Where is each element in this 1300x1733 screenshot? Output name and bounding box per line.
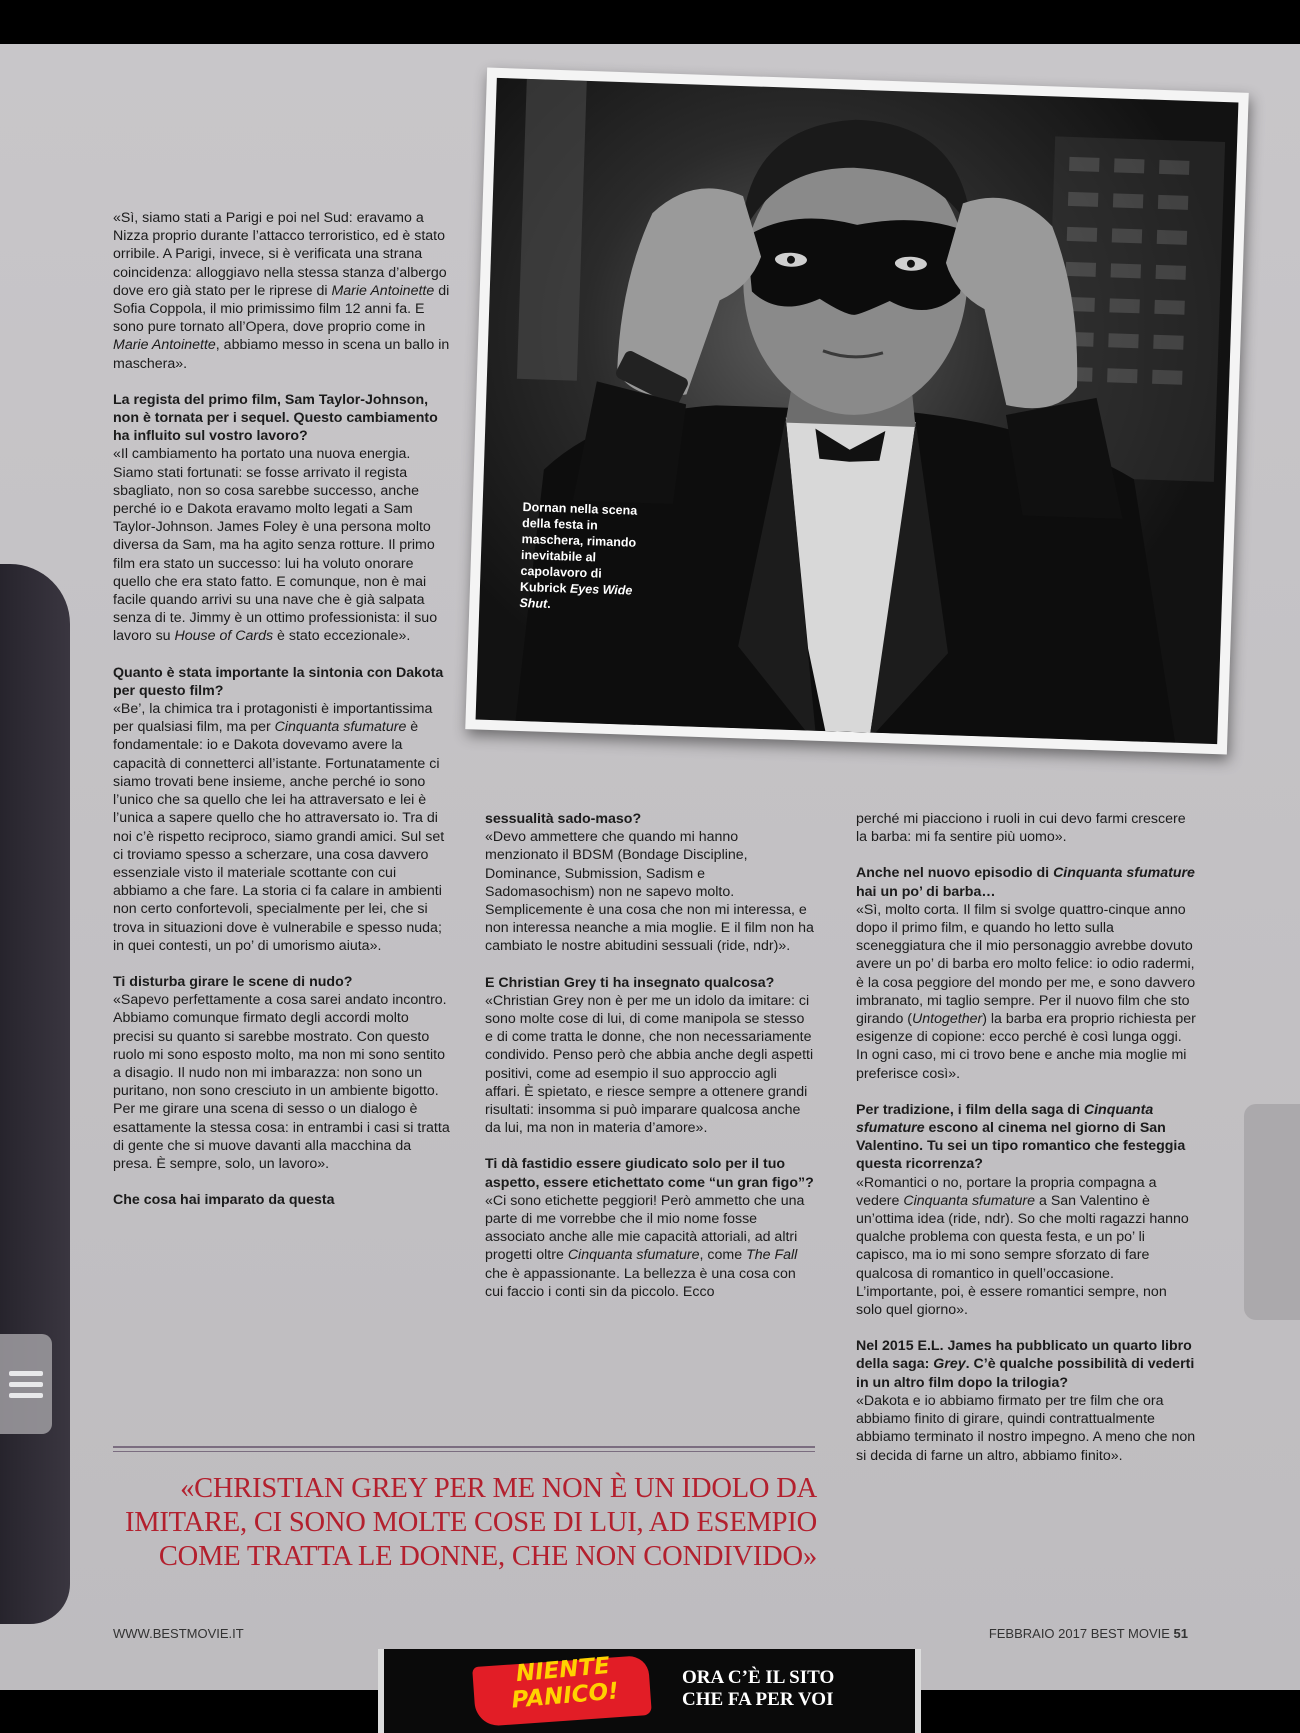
banner-logo: NIENTE PANICO! xyxy=(510,1652,620,1714)
next-page-tab[interactable] xyxy=(1244,1104,1300,1320)
question-nude-scenes: Ti disturba girare le scene di nudo? xyxy=(113,973,353,990)
pull-quote-rule xyxy=(113,1446,815,1452)
page-number: 51 xyxy=(1173,1626,1188,1641)
answer-dakota: «Be’, la chimica tra i protagonisti è importantissima per qualsiasi film, ma per Cinquanta sfumature è fondamentale: io e Dakota dovevamo avere la capacità di connetterci all’istante. Fortunatamente ci siamo trovati bene insieme, anche perché io sono l’unico che sa quello che lei ha attraversato e lei è l’unica a sapere quello che ho attraversato io. Tra di noi c’è rispetto reciproco, siamo grandi amici. Sul set ci troviamo spesso a scherzare, una cosa davvero essenziale visto il materiale scottante con cui abbiamo a che fare. La storia ci fa calare in ambienti non certo confortevoli, specialmente per lei, che si trova in situazioni dove è vulnerabile e spesso nuda; in quei contesti, un po’ di umorismo aiuta». xyxy=(113,701,445,954)
answer-beard: «Sì, molto corta. Il film si svolge quattro-cinque anno dopo il primo film, e quando ho letto sulla sceneggiatura che il mio personaggio avrebbe dovuto avere un po’ di barba ero molto felice: io odio radermi, è la cosa peggiore del mondo per me, e sono davvero imbranato, mi taglio sempre. Per il nuovo film che sto girando (Untogether) la barba era proprio richiesta per esigenze di copione: ecco perché è così lunga oggi. In ogni caso, mi ci trovo bene e anche mia moglie mi preferisce così». xyxy=(856,901,1196,1082)
pull-quote: «CHRISTIAN GREY PER ME NON È UN IDOLO DA IMITARE, CI SONO MOLTE COSE DI LUI, AD ESEMPIO COME TRATTA LE DONNE, CHE NON CONDIVIDO» xyxy=(124,1473,817,1572)
photo-frame xyxy=(465,68,1249,755)
photo-illustration xyxy=(476,78,1239,744)
caption-text: Dornan nella scena della festa in maschera, rimando inevitabile al capolavoro di Kubrick xyxy=(519,499,638,596)
question-learned-start: Che cosa hai imparato da questa xyxy=(113,1192,335,1209)
question-dakota: Quanto è stata importante la sintonia con Dakota per questo film? xyxy=(113,664,444,699)
answer-valentine: «Romantici o no, portare la propria compagna a vedere Cinquanta sfumature a San Valentino è un’ottima idea (ride, ndr). So che molti ragazzi hanno qualche problema con questa festa, e un po’ li capisco, ma io mi sono sempre sforzato di fare qualcosa di romantico in quell’occasione. L’importante, poi, è essere romantici sempre, non solo quel giorno». xyxy=(856,1174,1189,1319)
answer-paris: «Sì, siamo stati a Parigi e poi nel Sud: eravamo a Nizza proprio durante l’attacco terroristico, ed è stato orribile. A Parigi, invece, si è verificata una strana coincidenza: alloggiavo nella stessa stanza d’albergo dove ero già stato per le riprese di Marie Antoinette di Sofia Coppola, il mio primissimo film 12 anni fa. E sono pure tornato all’Opera, dove proprio come in Marie Antoinette, abbiamo messo in scena un ballo in maschera». xyxy=(113,210,450,372)
suit-silhouette xyxy=(0,564,70,1624)
answer-bdsm: «Devo ammettere che quando mi hanno menzionato il BDSM (Bondage Discipline, Dominance, Submission, Sadism e Sadomasochism) non ne sapevo molto. Semplicemente è una cosa che non mi interessa, e non interessa neanche a mia moglie. E il film non ha cambiato le nostre abitudini sessuali (ride, ndr)». xyxy=(485,829,814,955)
caption-film-title: Eyes Wide Shut xyxy=(519,581,633,611)
caption-end: . xyxy=(546,596,551,611)
question-director: La regista del primo film, Sam Taylor-Johnson, non è tornata per i sequel. Questo cambiamento ha influito sul vostro lavoro? xyxy=(113,391,438,445)
column-1 xyxy=(113,209,451,1209)
banner-text: ORA C’È IL SITO CHE FA PER VOI xyxy=(682,1667,835,1710)
answer-looks: «Ci sono etichette peggiori! Però ammetto che una parte di me vorrebbe che il mio nome fosse associato anche alle mie capacità attoriali, ad altri progetti oltre Cinquanta sfumature, come The Fall che è appassionante. La bellezza è una cosa con cui faccio i conti sin da piccolo. Ecco xyxy=(485,1192,805,1300)
question-grey-book: Nel 2015 E.L. James ha pubblicato un quarto libro della saga: Grey. C’è qualche possibilità di vederti in un altro film dopo la trilogia? xyxy=(856,1338,1195,1391)
masked-man-photo xyxy=(476,78,1239,744)
column-2 xyxy=(485,810,815,1319)
answer-looks-end: perché mi piacciono i ruoli in cui devo farmi crescere la barba: mi fa sentire più uomo». xyxy=(856,811,1186,846)
question-christian-grey: E Christian Grey ti ha insegnato qualcosa? xyxy=(485,974,775,991)
niente-panico-banner[interactable] xyxy=(378,1649,921,1733)
answer-nude-scenes: «Sapevo perfettamente a cosa sarei andato incontro. Abbiamo comunque firmato degli accordi molto precisi su quanto si sarebbe mostrato. Con questo ruolo mi sono esposto molto, ma non mi sono sentito a disagio. Il nudo non mi imbarazza: non sono un puritano, non sono cresciuto in un ambiente bigotto. Per me girare una scena di sesso o un dialogo è esattamente la stessa cosa: in entrambi i casi si tratta di gente che si muove davanti alla macchina da presa. È sempre, solo, un lavoro». xyxy=(113,992,450,1172)
footer-issue: FEBBRAIO 2017 BEST MOVIE 51 xyxy=(988,1626,1188,1641)
menu-tab[interactable] xyxy=(0,1334,52,1434)
question-beard: Anche nel nuovo episodio di Cinquanta sfumature hai un po’ di barba… xyxy=(856,865,1195,900)
question-looks: Ti dà fastidio essere giudicato solo per il tuo aspetto, essere etichettato come “un gran figo”? xyxy=(485,1156,814,1191)
magazine-page xyxy=(0,44,1300,1690)
hamburger-menu-icon[interactable] xyxy=(9,1365,43,1404)
photo-caption xyxy=(519,499,653,615)
answer-grey-book: «Dakota e io abbiamo firmato per tre film che ora abbiamo finito di girare, quindi contrattualmente abbiamo terminato il nostro impegno. A meno che non si decida di farne un altro, abbiamo finito». xyxy=(856,1392,1196,1464)
column-3 xyxy=(856,810,1196,1483)
footer-website: WWW.BESTMOVIE.IT xyxy=(113,1626,244,1641)
answer-director: «Il cambiamento ha portato una nuova energia. Siamo stati fortunati: se fosse arrivato il regista sbagliato, non so cosa sarebbe successo, anche perché io e Dakota eravamo molto legati a Sam Taylor-Johnson. James Foley è una persona molto diversa da Sam, ma ha agito senza rotture. Il primo film era stato un successo: lui ha voluto onorare quello che era stato fatto. E comunque, non è mai facile quando arrivi su una nave che è già salpata senza di te. Jimmy è un ottimo professionista: il suo lavoro su House of Cards è stato eccezionale». xyxy=(113,446,438,645)
answer-christian-grey: «Christian Grey non è per me un idolo da imitare: ci sono molte cose di lui, di come manipola se stesso e di come tratta le donne, che non necessariamente condivido. Penso però che abbia anche degli aspetti positivi, come ad esempio il suo approccio agli affari. È spietato, e riesce sempre a ottenere grandi risultati: insomma si può imparare qualcosa anche da lui, ma non in materia d’amore». xyxy=(485,992,814,1137)
question-valentine: Per tradizione, i film della saga di Cinquanta sfumature escono al cinema nel giorno di San Valentino. Tu sei un tipo romantico che festeggia questa ricorrenza? xyxy=(856,1101,1186,1173)
question-learned-end: sessualità sado-maso? xyxy=(485,811,642,827)
